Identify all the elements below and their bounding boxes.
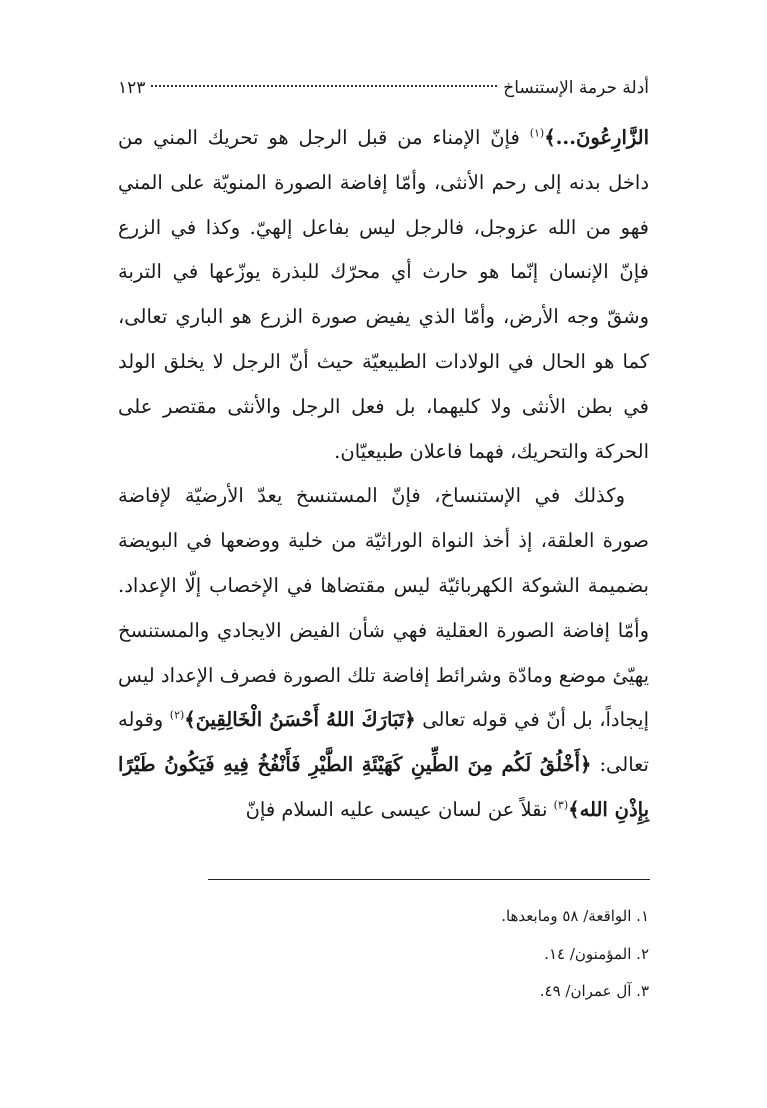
page-number: ١٢٣ (118, 78, 146, 98)
paragraph-2 (118, 474, 649, 832)
footnote-1: ١. الواقعة/ ٥٨ ومابعدها. (501, 907, 649, 925)
quran-quote: ﴿تَبَارَكَ اللهُ أَحْسَنُ الْخَالِقِينَ﴾ (184, 708, 416, 732)
footnote-2: ٢. المؤمنون/ ١٤. (544, 944, 649, 963)
paragraph-2-mid: وقوله تعالى: (118, 708, 649, 777)
paragraph-1-text: فإنّ الإمناء من قبل الرجل هو تحريك المني من داخل بدنه إلى رحم الأنثى، وأمّا إفاضة الصورة المنويّة على المني فهو من الله عزوجل، فالرجل ليس بفاعل إلهيّ. وكذا في الزرع فإنّ الإنسان إنّما هو حارث أي محرّك للبذرة يوزّعها في التربة وشقّ وجه الأرض، وأمّا الذي يفيض صورة الزرع هو الباري تعالى، كما هو الحال في الولادات الطبيعيّة حيث أنّ الرجل لا يخلق الولد في بطن الأنثى ولا كليهما، بل فعل الرجل والأنثى مقتصر على الحركة والتحريك، فهما فاعلان طبيعيّان. (118, 126, 649, 463)
paragraph-2-text: وكذلك في الإستنساخ، فإنّ المستنسخ يعدّ الأرضيّة لإفاضة صورة العلقة، إذ أخذ النواة الوراثيّة من خلية ووضعها في البويضة بضميمة الشوكة الكهربائيّة ليس مقتضاها في الإخصاب إلّا الإعداد. وأمّا إفاضة الصورة العقلية فهي شأن الفيض الايجادي والمستنسخ يهيّئ موضع ومادّة وشرائط إفاضة تلك الصورة فصرف الإعداد ليس إيجاداً، بل أنّ في قوله تعالى (118, 484, 649, 732)
footnote-separator (208, 879, 650, 880)
footnote-ref-2: (٢) (169, 708, 185, 722)
quran-quote: ﴿أَخْلُقُ لَكُم مِنَ الطِّينِ كَهَيْئَةِ الطَّيْرِ فَأَنْفُخُ فِيهِ فَيَكُونُ طَيْرًا بِإِذْنِ الله﴾ (118, 753, 649, 821)
paragraph-1 (118, 116, 649, 474)
footnote-3: ٣. آل عمران/ ٤٩. (539, 982, 649, 1000)
leader-dots (151, 85, 497, 87)
quran-quote: الزَّارِعُونَ...﴾ (544, 126, 649, 149)
body-text (118, 116, 649, 833)
chapter-title: أدلة حرمة الإستنساخ (503, 78, 649, 98)
paragraph-2-end: نقلاً عن لسان عيسى عليه السلام فإنّ (245, 797, 554, 821)
footnotes (118, 898, 649, 1011)
footnote-ref-1: (١) (529, 126, 545, 140)
footnote-ref-3: (٣) (553, 798, 569, 812)
running-header (118, 73, 649, 103)
